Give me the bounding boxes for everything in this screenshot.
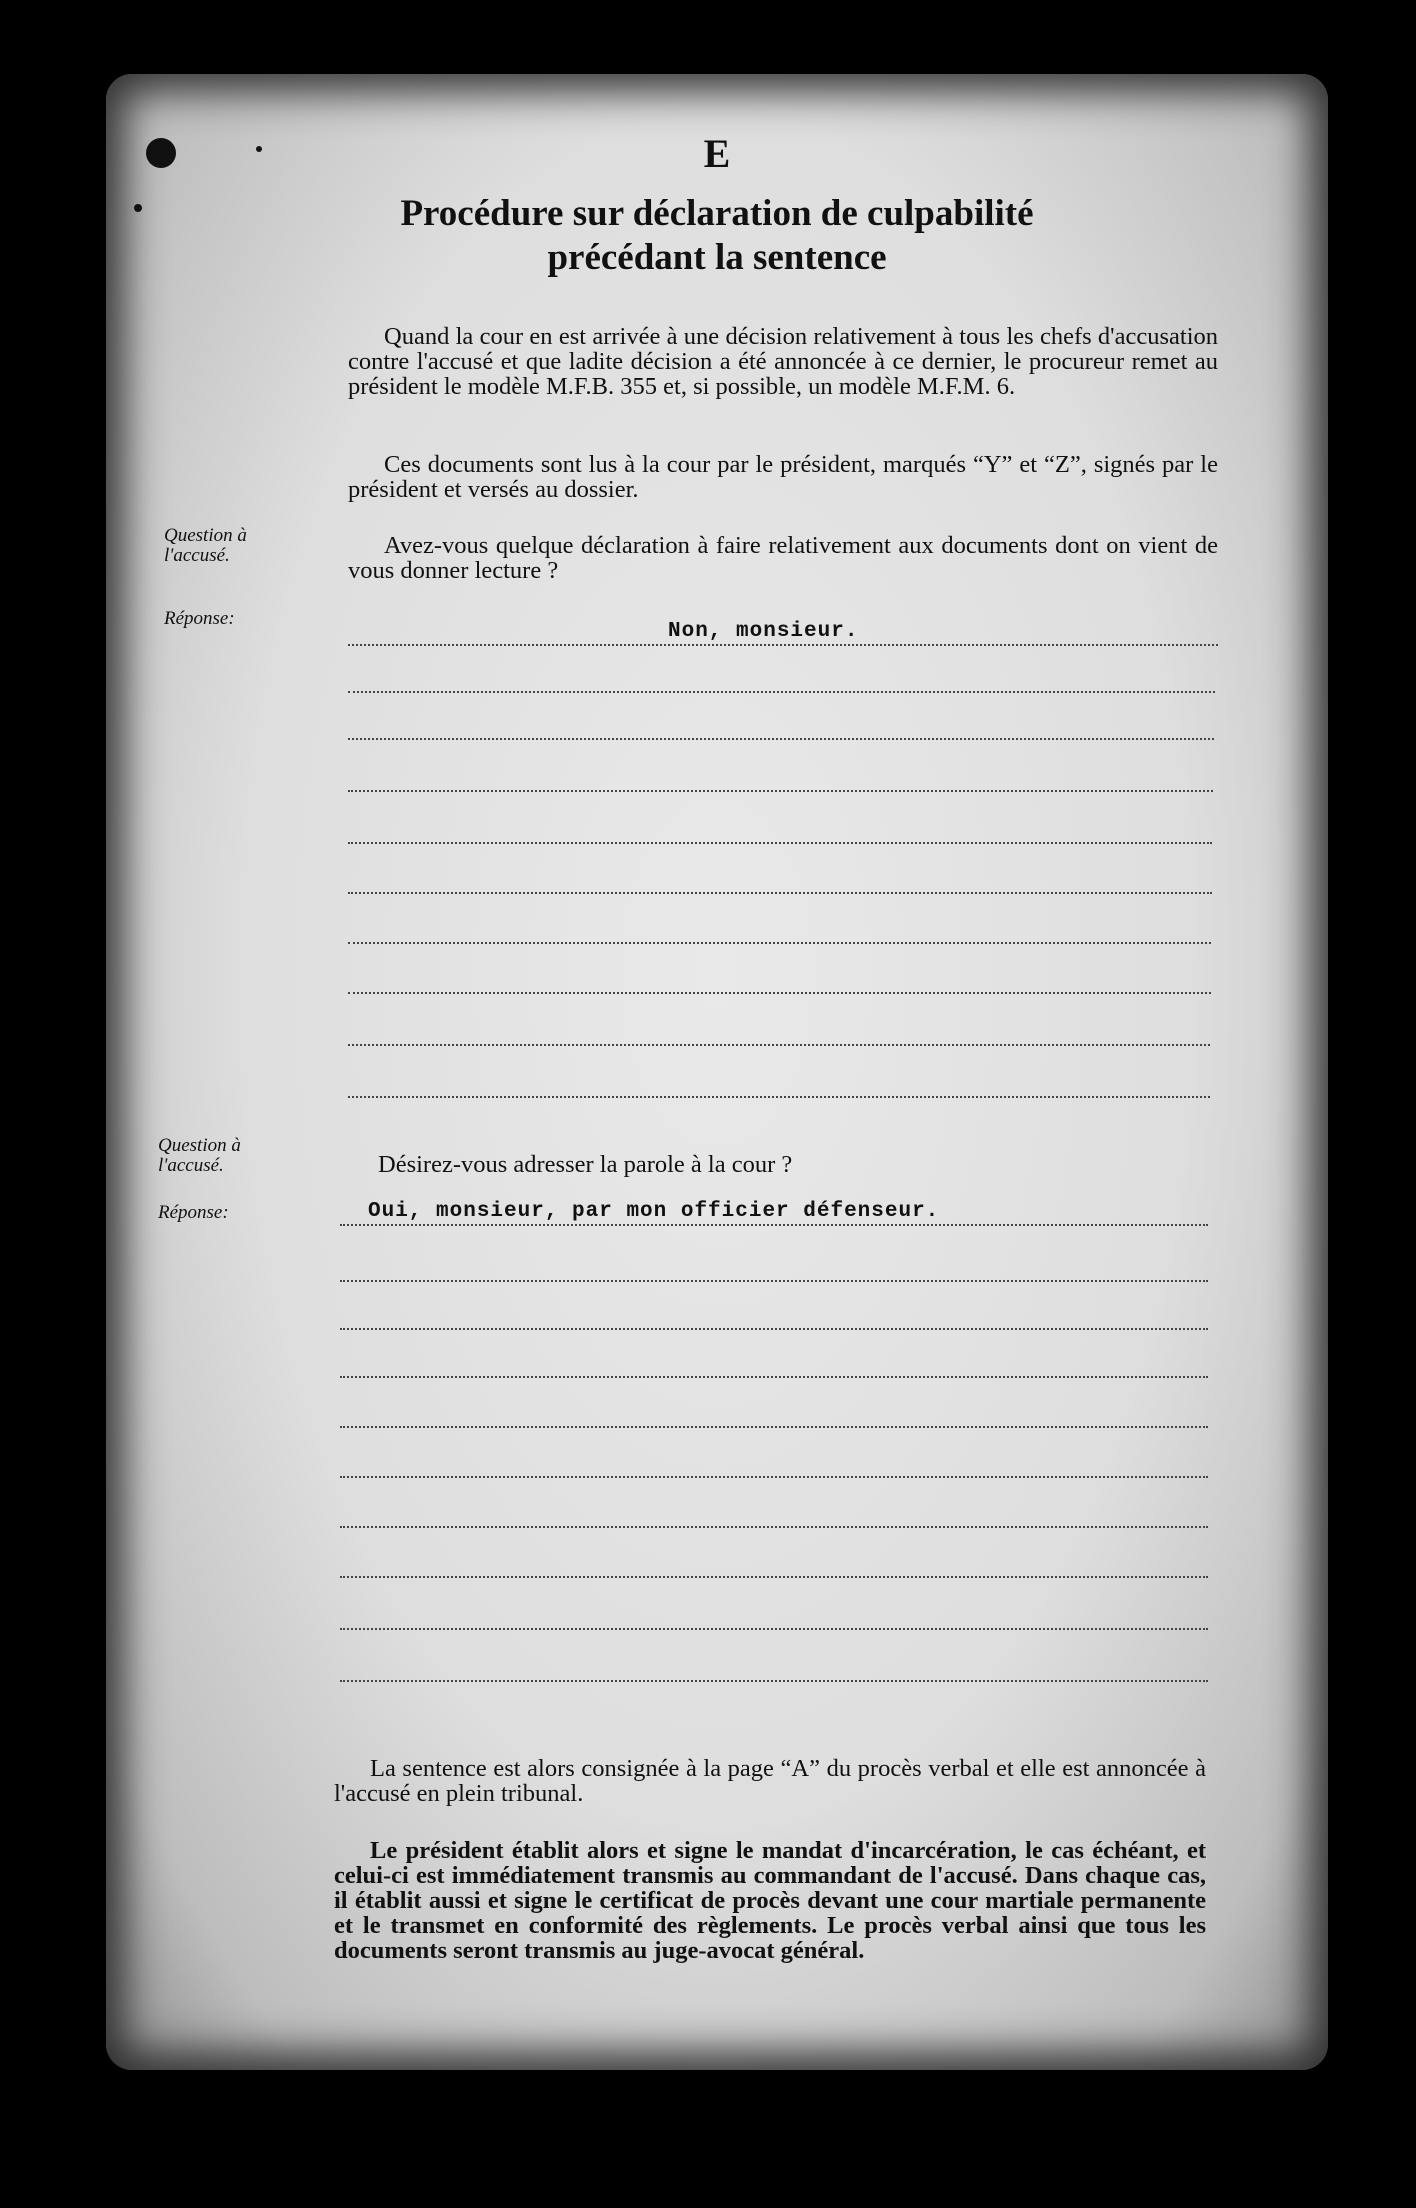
page-letter: E [703,131,731,176]
typed-answer-2: Oui, monsieur, par mon officier défenseur. [368,1200,940,1223]
answer-line [340,1376,1208,1378]
answer-line [348,790,1213,792]
intro-paragraph-2: Ces documents sont lus à la cour par le président, marqués “Y” et “Z”, signés par le président et versés au dossier. [348,451,1218,503]
closing-paragraph-2: Le président établit alors et signe le mandat d'incarcération, le cas échéant, et celui-ci est immédiatement transmis au commandant de l'accusé. Dans chaque cas, il établit aussi et signe le certificat de procès devant une cour martiale permanente et le transmet en conformité des règlements. Le procès verbal ainsi que tous les documents seront transmis au juge-avocat général. [334,1837,1206,1964]
answer-line [340,1426,1208,1428]
title-line-2: précédant la sentence [547,237,887,278]
answer-label-2: Réponse: [158,1202,229,1223]
answer-label-1: Réponse: [164,608,235,629]
answer-line [348,644,1218,646]
title-line-1: Procédure sur déclaration de culpabilité [400,193,1034,234]
answer-line [340,1328,1208,1330]
answer-line [348,1044,1210,1046]
answer-line [348,1096,1210,1098]
answer-line [340,1224,1208,1226]
document-page [106,74,1328,2070]
answer-line [348,842,1212,844]
answer-line [348,738,1214,740]
answer-line [348,992,1211,994]
answer-line [340,1476,1208,1478]
answer-line [340,1526,1208,1528]
answer-line [340,1280,1208,1282]
intro-paragraph-1: Quand la cour en est arrivée à une décision relativement à tous les chefs d'accusation contre l'accusé et que ladite décision a été annoncée à ce dernier, le procureur remet au président le modèle M.F.B. 355 et, si possible, un modèle M.F.M. 6. [348,323,1218,400]
answer-line [348,942,1211,944]
closing-paragraph-1: La sentence est alors consignée à la page “A” du procès verbal et elle est annoncée à l'accusé en plein tribunal. [334,1755,1206,1807]
answer-line [348,892,1212,894]
question-1: Avez-vous quelque déclaration à faire relativement aux documents dont on vient de vous donner lecture ? [348,532,1218,584]
page-title [106,192,1328,280]
question-label-1: Question à l'accusé. [164,525,247,566]
question-label-2: Question à l'accusé. [158,1135,241,1176]
answer-line [340,1576,1208,1578]
typed-answer-1: Non, monsieur. [668,620,859,643]
answer-line [348,691,1215,693]
question-2: Désirez-vous adresser la parole à la cour ? [378,1151,793,1178]
answer-line [340,1628,1208,1630]
answer-line [340,1680,1208,1682]
